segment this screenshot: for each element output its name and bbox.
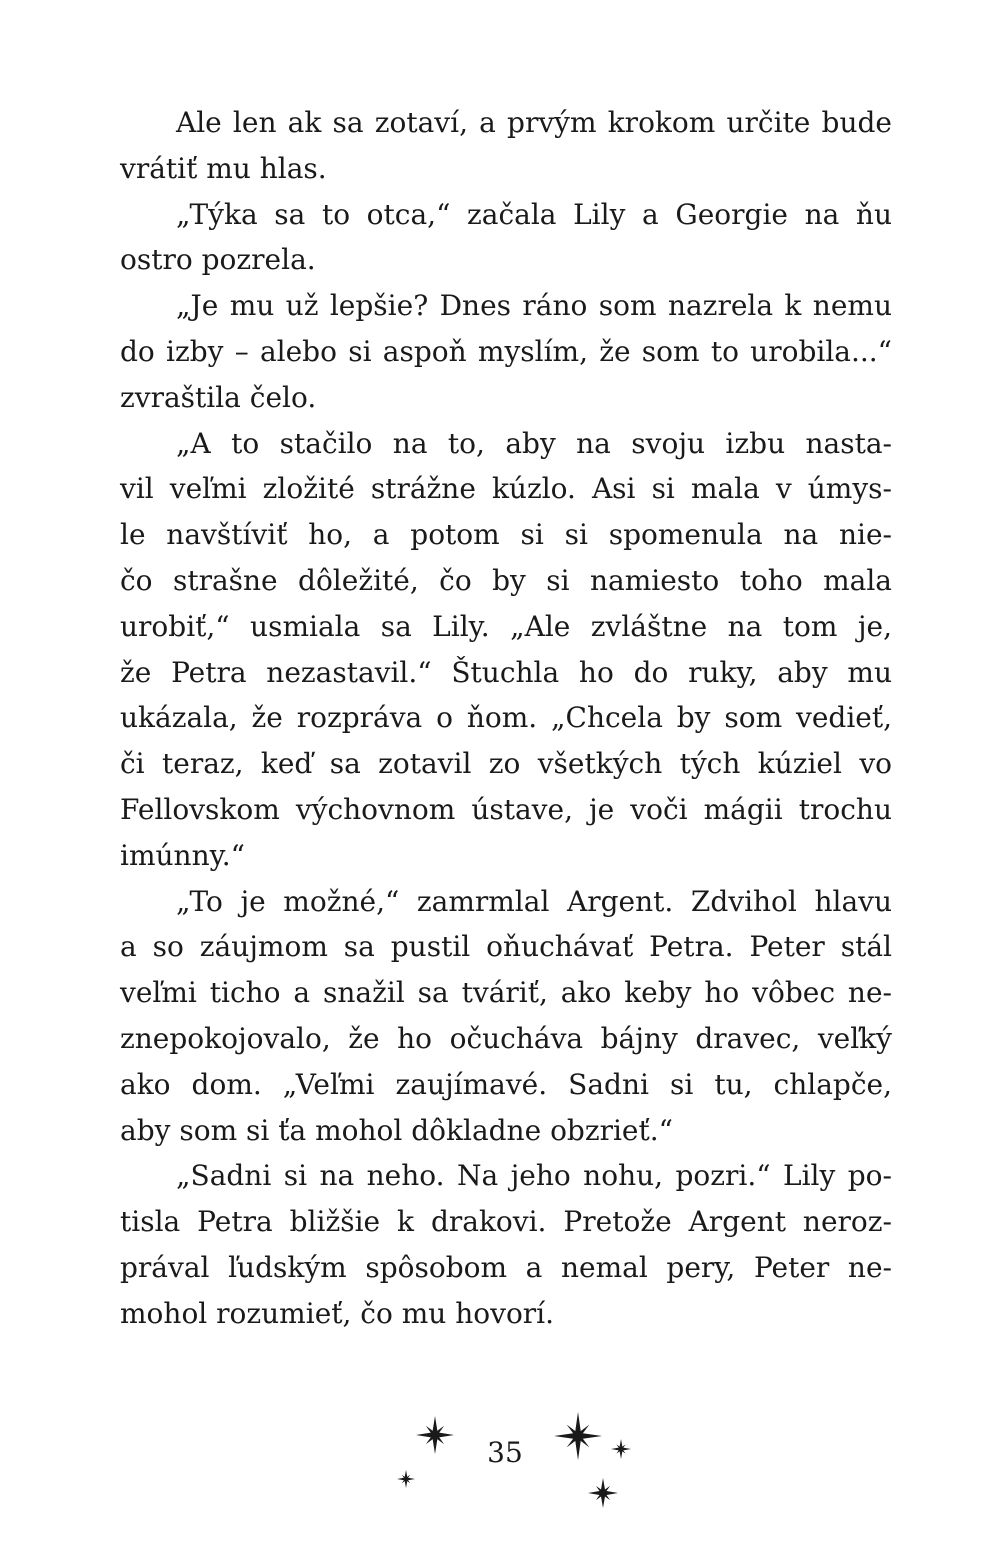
text-line: veľmi ticho a snažil sa tváriť, ako keby ho vôbec ne- xyxy=(120,976,892,1010)
text-line: do izby – alebo si aspoň myslím, že som to urobila...“ xyxy=(120,334,892,368)
text-line: „Sadni si na neho. Na jeho nohu, pozri.“ Lily po- xyxy=(176,1159,892,1193)
sparkle-star-icon xyxy=(552,1410,604,1462)
text-line: že Petra nezastavil.“ Štuchla ho do ruky, aby mu xyxy=(120,655,892,689)
sparkle-star-icon xyxy=(414,1414,456,1456)
text-line: zvraštila čelo. xyxy=(120,380,317,414)
body-text xyxy=(120,100,892,1337)
text-line: le navštíviť ho, a potom si si spomenula na nie- xyxy=(120,518,892,552)
text-line: znepokojovalo, že ho očucháva bájny dravec, veľký xyxy=(120,1021,892,1055)
sparkle-star-icon xyxy=(396,1469,416,1489)
text-line: ako dom. „Veľmi zaujímavé. Sadni si tu, chlapče, xyxy=(120,1067,892,1101)
text-line: urobiť,“ usmiala sa Lily. „Ale zvláštne na tom je, xyxy=(120,609,892,643)
text-line: vrátiť mu hlas. xyxy=(120,151,327,185)
text-line: čo strašne dôležité, čo by si namiesto toho mala xyxy=(120,563,892,597)
text-line: vil veľmi zložité strážne kúzlo. Asi si mala v úmys- xyxy=(120,472,892,506)
text-line: mohol rozumieť, čo mu hovorí. xyxy=(120,1296,555,1330)
text-line: prával ľudským spôsobom a nemal pery, Peter ne- xyxy=(120,1250,892,1284)
text-line: „A to stačilo na to, aby na svoju izbu nasta- xyxy=(176,426,892,460)
text-line: Ale len ak sa zotaví, a prvým krokom určite bude xyxy=(176,106,892,139)
page-number: 35 xyxy=(487,1436,523,1469)
text-line: imúnny.“ xyxy=(120,838,245,872)
text-line: Fellovskom výchovnom ústave, je voči mágii trochu xyxy=(120,792,892,826)
text-line: ukázala, že rozpráva o ňom. „Chcela by som vedieť, xyxy=(120,701,892,735)
text-line: „Týka sa to otca,“ začala Lily a Georgie na ňu xyxy=(176,197,892,231)
sparkle-star-icon xyxy=(586,1476,620,1510)
text-line: a so záujmom sa pustil oňuchávať Petra. Peter stál xyxy=(120,930,892,964)
text-line: „To je možné,“ zamrmlal Argent. Zdvihol hlavu xyxy=(176,884,892,918)
text-line: či teraz, keď sa zotavil zo všetkých tých kúziel vo xyxy=(120,747,892,781)
text-line: ostro pozrela. xyxy=(120,243,316,277)
text-line: tisla Petra bližšie k drakovi. Pretože Argent neroz- xyxy=(120,1205,892,1239)
text-line: „Je mu už lepšie? Dnes ráno som nazrela k nemu xyxy=(176,289,892,323)
sparkle-star-icon xyxy=(610,1438,632,1460)
text-line: aby som si ťa mohol dôkladne obzrieť.“ xyxy=(120,1113,673,1147)
